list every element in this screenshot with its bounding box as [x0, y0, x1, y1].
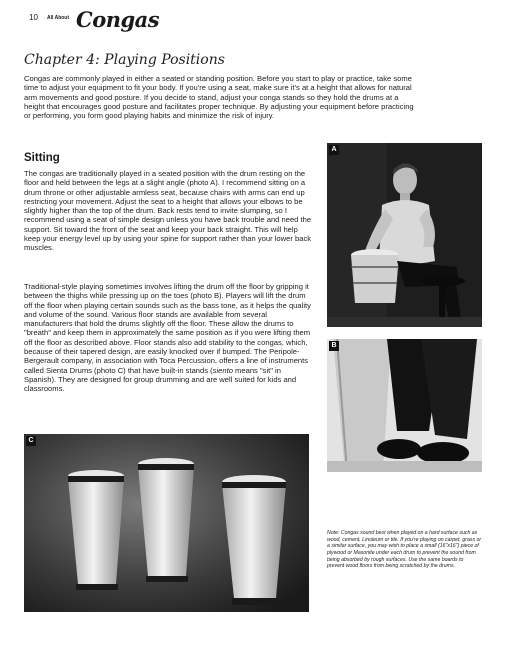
photo-c-sienta-drums: [24, 434, 309, 612]
page-number: 10: [29, 13, 38, 22]
sitting-paragraph-2-text-a: Traditional-style playing sometimes involves lifting the drum off the floor by gripping it between the thighs while pressing up on the toes (photo B). Players will lift the drum off the floor when playing certain sounds such as the bass tone, as it helps the quality and volume of the sound. Various floor stands are available from several manufacturers that hold the drums slightly off the floor. These allow the drums to "breath" and keep them in approximately the same position as if you were lifting them off the floor as described above. Floor stands also add stability to the congas, which, because of their tapered design, are easily knocked over if bumped. The Peripole-Bergerault company, in association with Toca Percussion, offers a line of instruments called Sienta Drums (photo C) that have built-in stands (: [24, 282, 311, 375]
running-header-title: Congas: [76, 7, 160, 32]
chapter-title: Chapter 4: Playing Positions: [24, 52, 225, 68]
photo-label-a: A: [329, 145, 339, 155]
sitting-paragraph-1: The congas are traditionally played in a seated position with the drum resting on the floor and held between the legs at a slight angle (photo A). I recommend sitting on a drum throne or other adjustable armless seat, because chairs with arms can end up restricting your movement. Adjust the seat to a height that allows your elbows to be slightly higher than the top of the drum. Back rests tend to invite slumping, so I recommend using a seat of simple design unless you have back trouble and need the support. Sit toward the front of the seat and keep your back straight. This will help keep your energy level up by using your spine for support rather than your lower back muscles.: [24, 169, 312, 253]
section-heading-sitting: Sitting: [24, 152, 60, 164]
sienta-drums-illustration: [24, 434, 309, 612]
sitting-paragraph-2: [24, 282, 312, 394]
photo-a-seated-player: [327, 143, 482, 327]
sitting-paragraph-2-text-b: means "sit" in Spanish). They are designed for group drumming and are well suited for kids and classrooms.: [24, 365, 297, 394]
photo-label-c: C: [26, 436, 36, 446]
seated-player-illustration: [327, 143, 482, 327]
photo-b-lifted-drum: [327, 339, 482, 472]
photo-caption-note: Note: Congas sound best when played on a hard surface such as wood, cement, Linoleum or tile. If you're playing on carpet, grass or a similar surface, you may wish to place a small (16"x16") piece of plywood or Masonite under each drum to prevent the sound from being absorbed by rough surfaces. Use the same boards to prevent wood floors from being scratched by the drums.: [327, 530, 482, 570]
photo-label-b: B: [329, 341, 339, 351]
sitting-paragraph-2-italic: siento: [212, 365, 233, 375]
intro-paragraph: Congas are commonly played in either a seated or standing position. Before you start to play or practice, take some time to adjust your equipment to fit your body. If you're using a seat, make sure it's at a height that allows for natural arm movements and good posture. If you decide to stand, adjust your conga stands so they hold the drums at a height that encourages good posture and facilitates proper technique. By adjusting your equipment before practicing or performing, you form good playing habits and minimize the risk of injury.: [24, 74, 414, 121]
running-header-prefix: All About: [47, 15, 70, 21]
lifted-drum-illustration: [327, 339, 482, 472]
